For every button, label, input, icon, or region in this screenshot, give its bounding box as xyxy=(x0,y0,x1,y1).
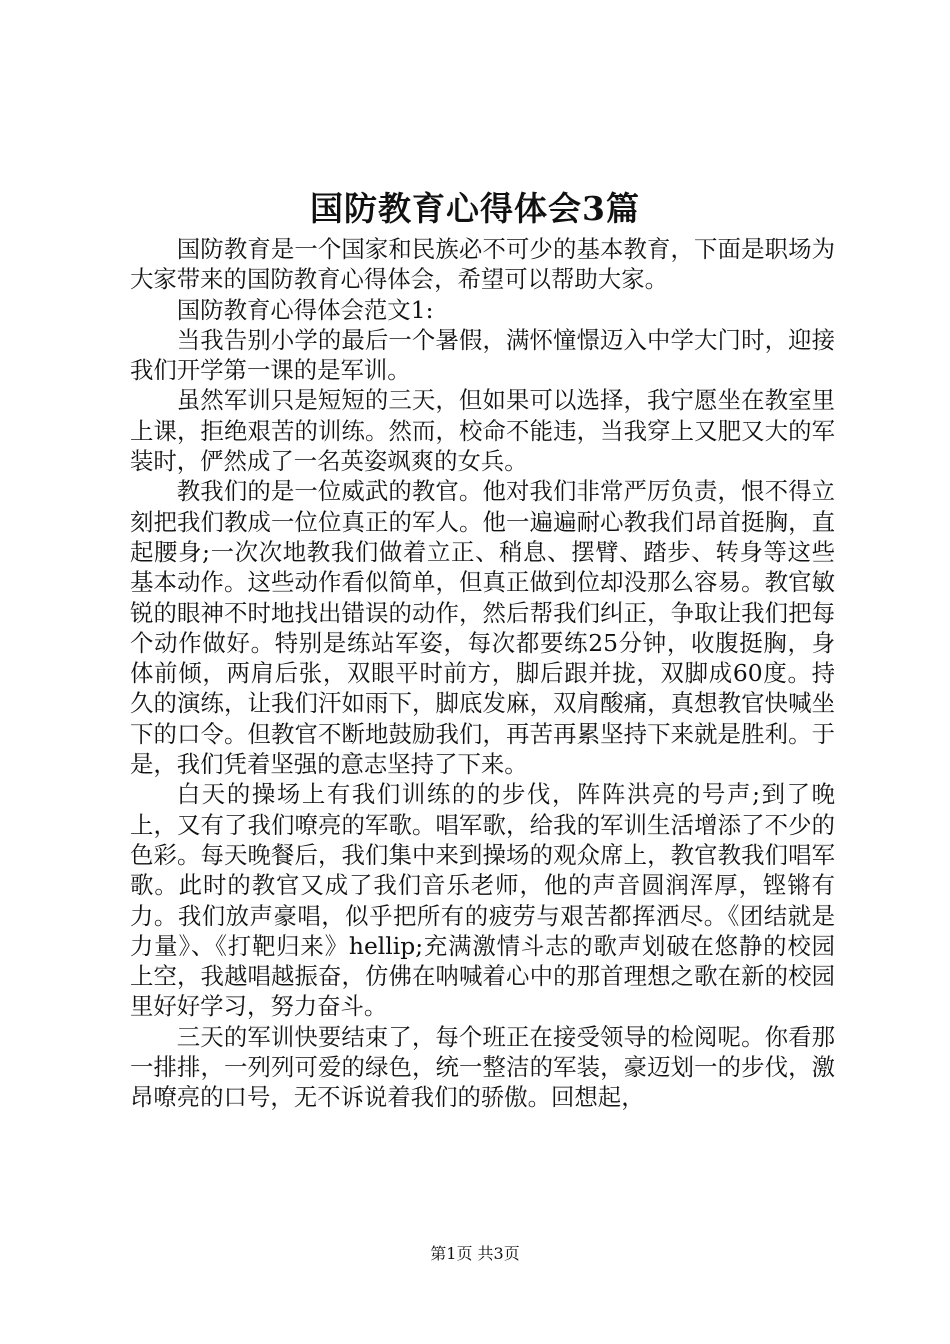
paragraph: 白天的操场上有我们训练的的步伐，阵阵洪亮的号声;到了晚上，又有了我们嘹亮的军歌。唱军歌，给我的军训生活增添了不少的色彩。每天晚餐后，我们集中来到操场的观众席上，教官教我们唱军歌。此时的教官又成了我们音乐老师，他的声音圆润浑厚，铿锵有力。我们放声豪唱，似乎把所有的疲劳与艰苦都挥洒尽。《团结就是力量》、《打靶归来》hellip;充满激情斗志的歌声划破在悠静的校园上空，我越唱越振奋，仿佛在呐喊着心中的那首理想之歌在新的校园里好好学习，努力奋斗。 xyxy=(130,780,835,1021)
page-title: 国防教育心得体会3篇 xyxy=(310,189,640,228)
paragraph: 教我们的是一位威武的教官。他对我们非常严厉负责，恨不得立刻把我们教成一位位真正的军人。他一遍遍耐心教我们昂首挺胸，直起腰身;一次次地教我们做着立正、稍息、摆臂、踏步、转身等这些基本动作。这些动作看似简单，但真正做到位却没那么容易。教官敏锐的眼神不时地找出错误的动作，然后帮我们纠正，争取让我们把每个动作做好。特别是练站军姿，每次都要练25分钟，收腹挺胸，身体前倾，两肩后张，双眼平时前方，脚后跟并拢，双脚成60度。持久的演练，让我们汗如雨下，脚底发麻，双肩酸痛，真想教官快喊坐下的口令。但教官不断地鼓励我们，再苦再累坚持下来就是胜利。于是，我们凭着坚强的意志坚持了下来。 xyxy=(130,477,835,779)
page-number: 第1页 共3页 xyxy=(430,1244,520,1263)
paragraph-sample-heading: 国防教育心得体会范文1: xyxy=(176,295,434,324)
article-body xyxy=(130,234,835,1113)
paragraph-intro: 国防教育是一个国家和民族必不可少的基本教育，下面是职场为大家带来的国防教育心得体会，希望可以帮助大家。 xyxy=(130,235,835,294)
paragraph: 三天的军训快要结束了，每个班正在接受领导的检阅呢。你看那一排排，一列列可爱的绿色，统一整洁的军装，豪迈划一的步伐，激昂嘹亮的口号，无不诉说着我们的骄傲。回想起， xyxy=(130,1022,835,1112)
paragraph: 当我告别小学的最后一个暑假，满怀憧憬迈入中学大门时，迎接我们开学第一课的是军训。 xyxy=(130,325,835,385)
paragraph: 虽然军训只是短短的三天，但如果可以选择，我宁愿坐在教室里上课，拒绝艰苦的训练。然而，校命不能违，当我穿上又肥又大的军装时，俨然成了一名英姿飒爽的女兵。 xyxy=(130,386,835,476)
